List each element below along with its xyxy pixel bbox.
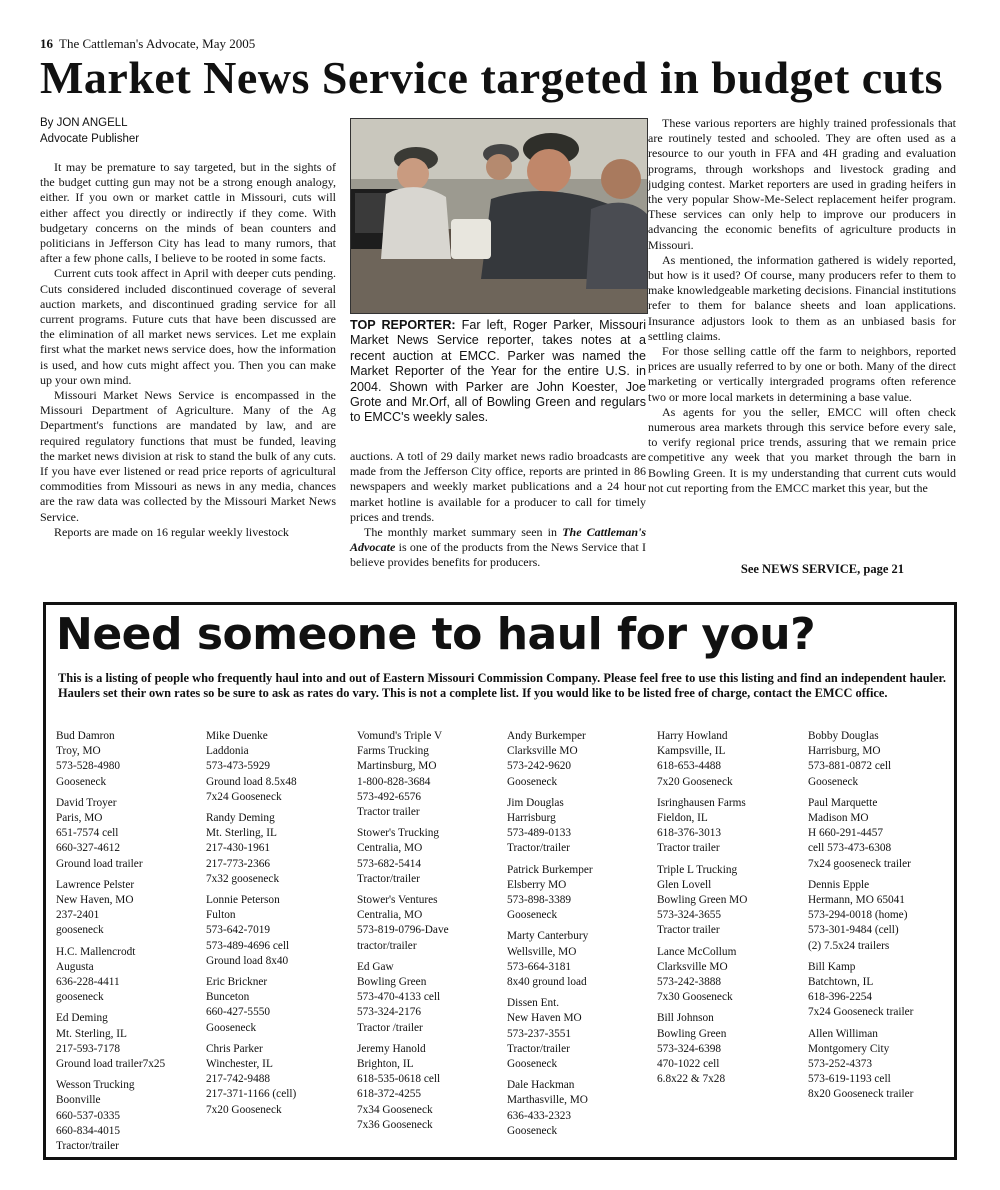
paragraph: As mentioned, the information gathered is widely reported, but how is it used? Of course, many producers refer to them to make knowledgeable marketing decisions. Financial institutions refer to them for balance sheets and loan applications. Insurance adjustors look to them as an unbiased basis for settling claims.	[648, 252, 956, 343]
page-number: 16	[40, 36, 53, 51]
paragraph: Current cuts took affect in April with deeper cuts pending. Cuts considered included discontinued coverage of several auction markets, and discontinued grading service for all current programs. Future cuts that have been discussed are the elimination of all market news services. Let me explain first what the market news service does, how the information is used, and how cuts might affect you. Then you can make up your own mind.	[40, 266, 336, 387]
hauler-entry	[206, 1042, 354, 1118]
hauler-name: Bill Johnson	[657, 1012, 714, 1025]
hauler-detail: 573-237-3551	[507, 1027, 572, 1040]
hauler-detail: Ground load trailer	[56, 857, 143, 870]
publication-title: The Cattleman's Advocate, May 2005	[59, 36, 256, 51]
hauler-detail: Gooseneck	[507, 1124, 558, 1137]
hauler-detail: 7x20 Gooseneck	[657, 775, 733, 788]
hauler-entry	[206, 893, 354, 969]
hauler-detail: Ground load 8x40	[206, 954, 289, 967]
hauler-entry	[657, 796, 805, 857]
hauler-detail: Batchtown, IL	[808, 976, 874, 989]
hauler-detail: 7x20 Gooseneck	[206, 1103, 282, 1116]
hauler-entry	[206, 811, 354, 887]
hauler-detail: cell 573-473-6308	[808, 842, 892, 855]
hauler-entry	[808, 796, 956, 872]
byline	[40, 116, 139, 147]
hauler-detail: Tractor/trailer	[507, 842, 570, 855]
byline-role: Advocate Publisher	[40, 132, 140, 145]
hauler-detail: Gooseneck	[808, 775, 859, 788]
caption-text: Far left, Roger Parker, Missouri Market News Service reporter, takes notes at a recent auction at EMCC. Parker was named the Market Reporter of the Year for the entire U.S. in 2004. Shown with Parker are John Koester, Joe Grote and Mr.Orf, all of Bowling Green and regulars to EMCC's weekly sales.	[350, 318, 647, 425]
hauler-detail: 217-593-7178	[56, 1042, 121, 1055]
hauler-entry	[357, 893, 505, 954]
text-run: is one of the products from the News Service that I believe provides benefits for producers.	[350, 540, 646, 570]
hauler-detail: Bowling Green	[357, 976, 427, 989]
hauler-detail: 217-773-2366	[206, 857, 271, 870]
hauler-detail: 573-619-1193 cell	[808, 1073, 891, 1086]
hauler-name: Lance McCollum	[657, 945, 737, 958]
hauler-column	[206, 729, 354, 1124]
hauler-detail: 573-492-6576	[357, 790, 422, 803]
paragraph: Reports are made on 16 regular weekly livestock	[54, 524, 289, 539]
hauler-detail: Mt. Sterling, IL	[56, 1027, 127, 1040]
hauler-entry	[808, 729, 956, 790]
hauler-detail: Clarksville MO	[657, 960, 728, 973]
hauler-detail: Gooseneck	[507, 775, 558, 788]
hauler-detail: 618-376-3013	[657, 827, 722, 840]
hauler-entry	[357, 729, 505, 820]
hauler-detail: Harrisburg, MO	[808, 745, 881, 758]
text-run: The monthly market summary seen in	[364, 525, 558, 540]
hauler-name: Bill Kamp	[808, 960, 856, 973]
hauler-detail: 7x34 Gooseneck	[357, 1103, 433, 1116]
hauler-detail: Tractor /trailer	[357, 1021, 423, 1034]
hauler-detail: 573-473-5929	[206, 760, 271, 773]
hauler-detail: New Haven, MO	[56, 894, 134, 907]
hauler-name: Marty Canterbury	[507, 930, 589, 943]
hauler-detail: Gooseneck	[206, 1021, 257, 1034]
hauler-detail: 470-1022 cell	[657, 1058, 720, 1071]
hauler-entry	[507, 729, 655, 790]
hauler-name: Harry Howland	[657, 730, 728, 742]
hauler-entry	[206, 975, 354, 1036]
hauler-entry	[56, 878, 204, 939]
hauler-detail: Tractor trailer	[657, 924, 720, 937]
hauler-detail: 1-800-828-3684	[357, 775, 431, 788]
hauler-name: Stower's Trucking	[357, 827, 440, 840]
hauler-detail: Tractor trailer	[357, 806, 420, 819]
hauler-detail: Laddonia	[206, 745, 249, 758]
hauler-detail: 573-682-5414	[357, 857, 422, 870]
hauler-detail: 573-489-0133	[507, 827, 572, 840]
hauler-detail: 7x36 Gooseneck	[357, 1118, 433, 1131]
hauler-detail: 573-324-3655	[657, 909, 722, 922]
hauler-name: Dennis Epple	[808, 878, 870, 891]
hauler-entry	[808, 1027, 956, 1103]
hauler-name: Vomund's Triple V	[357, 730, 443, 742]
article-column-3	[648, 116, 956, 496]
article-column-1	[40, 160, 336, 540]
hauler-detail: 573-242-9620	[507, 760, 572, 773]
hauler-detail: 618-653-4488	[657, 760, 722, 773]
photo-illustration	[351, 119, 647, 313]
hauler-detail: Ground load trailer7x25	[56, 1058, 166, 1071]
hauler-detail: Centralia, MO	[357, 842, 423, 855]
hauler-detail: H 660-291-4457	[808, 827, 883, 840]
hauler-detail: 618-535-0618 cell	[357, 1073, 441, 1086]
photo-caption	[350, 318, 646, 426]
hauler-detail: Glen Lovell	[657, 878, 712, 891]
hauler-detail: Fieldon, IL	[657, 812, 708, 825]
hauler-detail: gooseneck	[56, 924, 104, 937]
hauler-detail: Tractor/trailer	[357, 872, 420, 885]
article-column-2	[350, 449, 646, 571]
hauler-column	[357, 729, 505, 1139]
hauler-detail: 660-834-4015	[56, 1124, 121, 1137]
hauler-name: H.C. Mallencrodt	[56, 945, 136, 958]
hauler-detail: 636-228-4411	[56, 976, 120, 989]
paragraph: For those selling cattle off the farm to neighbors, reported prices are usually referred to by one or both. Many of the direct marketing or vertically intergraded programs often reference two or more local markets in determining a base value.	[648, 344, 956, 404]
hauler-detail: 217-371-1166 (cell)	[206, 1088, 297, 1101]
hauler-entry	[808, 960, 956, 1021]
hauler-detail: 573-301-9484 (cell)	[808, 924, 899, 937]
hauler-detail: Winchester, IL	[206, 1058, 273, 1071]
hauler-detail: 237-2401	[56, 909, 100, 922]
hauler-detail: Gooseneck	[507, 909, 558, 922]
hauler-detail: 7x32 gooseneck	[206, 872, 280, 885]
hauler-detail: 660-327-4612	[56, 842, 121, 855]
hauler-detail: 217-742-9488	[206, 1073, 271, 1086]
hauler-detail: 660-427-5550	[206, 1006, 271, 1019]
hauler-detail: 8x20 Gooseneck trailer	[808, 1088, 914, 1101]
hauler-detail: Gooseneck	[56, 775, 107, 788]
hauler-entry	[507, 796, 655, 857]
hauler-detail: 573-242-3888	[657, 976, 722, 989]
hauler-name: Jim Douglas	[507, 796, 564, 809]
hauler-column	[657, 729, 805, 1093]
hauler-name: Ed Gaw	[357, 960, 394, 973]
hauler-detail: Paris, MO	[56, 812, 103, 825]
hauler-entry	[56, 1011, 204, 1072]
paragraph: Missouri Market News Service is encompassed in the Missouri Department of Agriculture. Many of the Ag Department's functions are mandated by law, and are required regulatory functions that must be funded, leaving the market news division at risk to stand the bulk of any cuts. If you have ever listened or read price reports of agricultural commodities from Missouri as news in any media, chances are the raw data was collected by the Missouri Market News Service.	[40, 388, 336, 524]
hauler-detail: Augusta	[56, 960, 94, 973]
hauler-name: Chris Parker	[206, 1042, 263, 1055]
hauler-detail: Marthasville, MO	[507, 1094, 588, 1107]
headline: Market News Service targeted in budget cuts	[40, 52, 943, 103]
hauler-detail: 573-324-2176	[357, 1006, 422, 1019]
hauler-entry	[657, 945, 805, 1006]
paragraph: auctions. A totl of 29 daily market news radio broadcasts are made from the Jefferson City office, reports are printed in 86 newspapers and weekly market publications and a 24 hour market hotline is available for a producer to call for timely prices and trends.	[350, 449, 646, 524]
hauler-name: Ed Deming	[56, 1012, 108, 1025]
hauler-name: Stower's Ventures	[357, 894, 438, 907]
hauler-entry	[808, 878, 956, 954]
hauler-detail: 618-372-4255	[357, 1088, 422, 1101]
hauler-entry	[657, 1011, 805, 1087]
hauler-name: Paul Marquette	[808, 796, 878, 809]
hauler-name: Jeremy Hanold	[357, 1042, 426, 1055]
hauler-detail: tractor/trailer	[357, 939, 417, 952]
paragraph: These various reporters are highly trained professionals that are routinely tested and schooled. They are often used as a resource to our youth in FFA and 4H grading and evaluation programs, through workshops and livestock grading and judging contest. Market reporters are used in grading heifers in the very popular Show-Me-Select replacement heifer program. These services can only help to improve our producers in advancing the economic benefits of agriculture products in Missouri.	[648, 116, 956, 252]
hauler-detail: 573-819-0796-Dave	[357, 924, 449, 937]
hauler-detail: Wellsville, MO	[507, 945, 577, 958]
hauler-name: Lawrence Pelster	[56, 878, 135, 891]
hauler-listing-ad	[43, 602, 957, 1160]
hauler-detail: Elsberry MO	[507, 878, 567, 891]
hauler-detail: 573-252-4373	[808, 1058, 873, 1071]
ad-intro: This is a listing of people who frequently haul into and out of Eastern Missouri Commission Company. Please feel free to use this listing and find an independent hauler. Haulers set their own rates so be sure to ask as rates do vary. This is not a complete list. If you would like to be listed free of charge, contact the EMCC office.	[58, 671, 946, 700]
hauler-detail: New Haven MO	[507, 1012, 582, 1025]
hauler-detail: Bowling Green	[657, 1027, 727, 1040]
caption-lead: TOP REPORTER:	[350, 318, 456, 332]
hauler-detail: Clarksville MO	[507, 745, 578, 758]
hauler-detail: Boonville	[56, 1094, 101, 1107]
publication-name: The Cattleman's Advocate	[350, 525, 647, 555]
hauler-name: Mike Duenke	[206, 730, 268, 742]
hauler-column	[56, 729, 204, 1160]
hauler-entry	[56, 945, 204, 1006]
hauler-detail: 573-881-0872 cell	[808, 760, 892, 773]
hauler-detail: 8x40 ground load	[507, 976, 587, 989]
hauler-detail: 573-898-3389	[507, 894, 572, 907]
hauler-detail: Mt. Sterling, IL	[206, 827, 277, 840]
hauler-name: Bud Damron	[56, 730, 115, 742]
hauler-detail: Madison MO	[808, 812, 869, 825]
hauler-detail: Gooseneck	[507, 1058, 558, 1071]
hauler-detail: Fulton	[206, 909, 236, 922]
hauler-detail: 7x30 Gooseneck	[657, 991, 733, 1004]
hauler-entry	[507, 929, 655, 990]
hauler-name: Andy Burkemper	[507, 730, 586, 742]
hauler-detail: Montgomery City	[808, 1042, 890, 1055]
hauler-entry	[507, 1078, 655, 1139]
hauler-column	[808, 729, 956, 1109]
hauler-detail: Tractor trailer	[657, 842, 720, 855]
hauler-detail: 7x24 gooseneck trailer	[808, 857, 911, 870]
ad-title: Need someone to haul for you?	[56, 609, 816, 660]
hauler-detail: Hermann, MO 65041	[808, 894, 905, 907]
hauler-detail: (2) 7.5x24 trailers	[808, 939, 890, 952]
hauler-detail: 6.8x22 & 7x28	[657, 1073, 726, 1086]
hauler-detail: Bunceton	[206, 991, 250, 1004]
hauler-detail: Harrisburg	[507, 812, 556, 825]
hauler-detail: Bowling Green MO	[657, 894, 748, 907]
hauler-detail: Ground load 8.5x48	[206, 775, 297, 788]
hauler-entry	[357, 960, 505, 1036]
hauler-entry	[357, 1042, 505, 1133]
hauler-detail: 636-433-2323	[507, 1109, 572, 1122]
hauler-name: Wesson Trucking	[56, 1079, 135, 1092]
hauler-detail: 573-470-4133 cell	[357, 991, 441, 1004]
hauler-name: Patrick Burkemper	[507, 863, 593, 876]
hauler-entry	[507, 863, 655, 924]
hauler-name: Randy Deming	[206, 812, 275, 825]
hauler-name: Lonnie Peterson	[206, 894, 280, 907]
hauler-detail: Brighton, IL	[357, 1058, 414, 1071]
hauler-name: Dale Hackman	[507, 1079, 575, 1092]
hauler-detail: 573-642-7019	[206, 924, 271, 937]
hauler-detail: Farms Trucking	[357, 745, 429, 758]
hauler-detail: 573-664-3181	[507, 960, 572, 973]
hauler-detail: Troy, MO	[56, 745, 101, 758]
hauler-column	[507, 729, 655, 1145]
hauler-name: Triple L Trucking	[657, 863, 738, 876]
hauler-entry	[56, 729, 204, 790]
hauler-detail: Centralia, MO	[357, 909, 423, 922]
hauler-detail: Martinsburg, MO	[357, 760, 437, 773]
hauler-entry	[657, 729, 805, 790]
auction-photo	[350, 118, 648, 314]
hauler-name: Bobby Douglas	[808, 730, 879, 742]
paragraph: It may be premature to say targeted, but in the sights of the budget cutting gun may not be a strong enough analogy, either. If you own or market cattle in Missouri, cuts will either affect you directly or indirectly if they come. With budgetary concerns on the minds of bean counters and politicians in Jefferson City has lead to many rumors, that after a few phone calls, I believe to be rooted in some facts.	[40, 160, 336, 266]
page-folio	[40, 36, 255, 52]
hauler-entry	[56, 1078, 204, 1154]
hauler-detail: Tractor/trailer	[56, 1140, 119, 1153]
hauler-entry	[657, 863, 805, 939]
hauler-detail: 7x24 Gooseneck	[206, 790, 282, 803]
hauler-detail: Kampsville, IL	[657, 745, 726, 758]
hauler-entry	[357, 826, 505, 887]
paragraph: As agents for you the seller, EMCC will often check numerous area markets through this service before every sale, to verify regional price trends, assuring that we remain price competitive any week that you market through the barn in Bowling Green. It is my understanding that current cuts would not cut reporting from the EMCC market this year, but the	[648, 404, 956, 495]
paragraph	[350, 525, 646, 571]
hauler-name: David Troyer	[56, 796, 117, 809]
hauler-detail: 618-396-2254	[808, 991, 873, 1004]
hauler-detail: 573-528-4980	[56, 760, 121, 773]
byline-author: By JON ANGELL	[40, 117, 128, 129]
hauler-detail: 217-430-1961	[206, 842, 271, 855]
hauler-name: Allen Williman	[808, 1027, 878, 1040]
hauler-name: Dissen Ent.	[507, 997, 560, 1010]
hauler-entry	[56, 796, 204, 872]
hauler-detail: Tractor/trailer	[507, 1042, 570, 1055]
hauler-detail: 573-324-6398	[657, 1042, 722, 1055]
hauler-detail: 573-489-4696 cell	[206, 939, 290, 952]
hauler-detail: 573-294-0018 (home)	[808, 909, 908, 922]
hauler-name: Isringhausen Farms	[657, 796, 746, 809]
hauler-detail: 651-7574 cell	[56, 827, 119, 840]
hauler-detail: 7x24 Gooseneck trailer	[808, 1006, 914, 1019]
hauler-entry	[507, 996, 655, 1072]
jump-line: See NEWS SERVICE, page 21	[740, 562, 904, 576]
hauler-name: Eric Brickner	[206, 976, 268, 989]
hauler-detail: 660-537-0335	[56, 1109, 121, 1122]
hauler-entry	[206, 729, 354, 805]
hauler-detail: gooseneck	[56, 991, 104, 1004]
